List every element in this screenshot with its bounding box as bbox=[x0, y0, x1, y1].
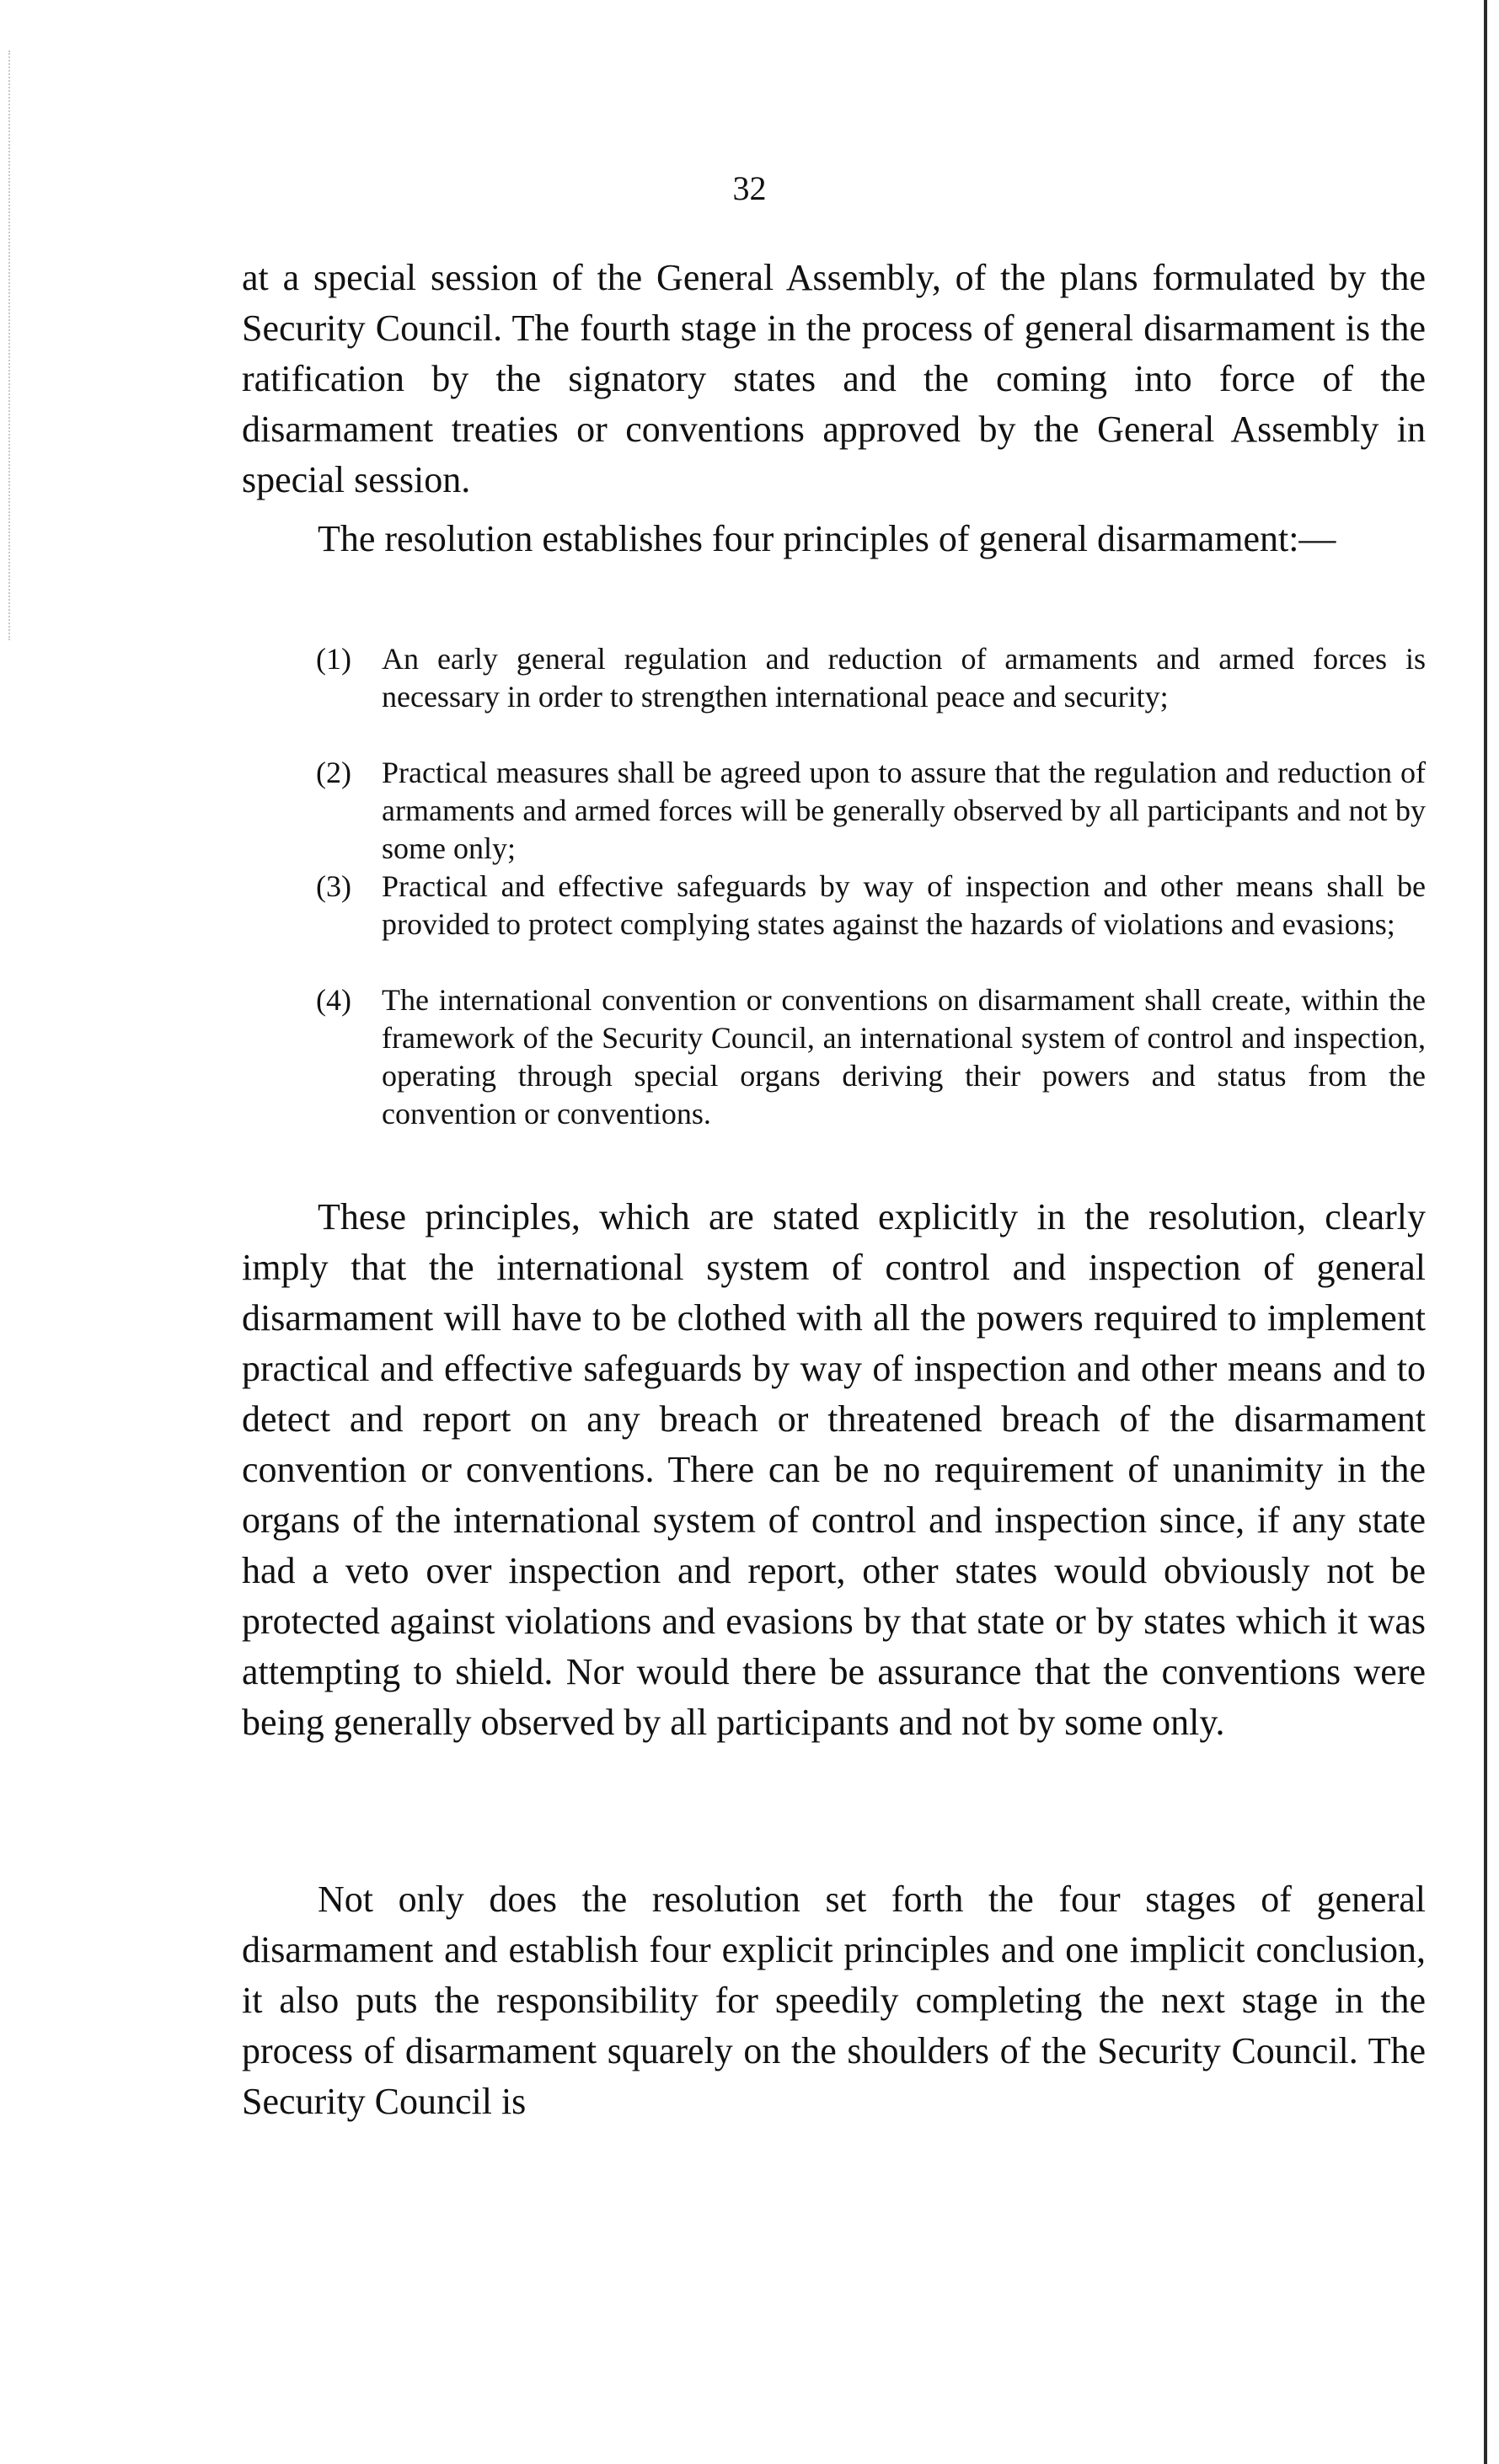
page-edge-specks bbox=[8, 51, 12, 640]
paragraph-4-container bbox=[242, 1874, 1426, 2127]
page-edge-border bbox=[1484, 0, 1487, 2464]
principle-text-2: Practical measures shall be agreed upon to assure that the regulation and reduction of armaments and armed forces will be generally observed by all participants and not by some only; bbox=[382, 756, 1426, 865]
paragraph-1: at a special session of the General Assembly, of the plans formulated by the Security Council. The fourth stage in the process of general disarmament is the ratification by the signatory states and the coming into force of the disarmament treaties or conventions approved by the General Assembly in special session. bbox=[242, 257, 1426, 500]
paragraph-2: The resolution establishes four principles of general disarmament:— bbox=[318, 518, 1336, 559]
principle-text-3: Practical and effective safeguards by way of inspection and other means shall be provided to protect complying states against the hazards of violations and evasions; bbox=[382, 869, 1426, 941]
principle-number-1: (1) bbox=[316, 642, 351, 676]
principle-number-2: (2) bbox=[316, 756, 351, 789]
principle-text-1: An early general regulation and reduction of armaments and armed forces is necessary in order to strengthen international peace and security; bbox=[382, 642, 1426, 714]
page-number: 32 bbox=[732, 169, 767, 207]
paragraph-3-container bbox=[242, 1192, 1426, 1748]
principle-number-3: (3) bbox=[316, 869, 351, 903]
principle-item-3 bbox=[316, 868, 1426, 981]
principle-number-4: (4) bbox=[316, 983, 351, 1017]
paragraph-4: Not only does the resolution set forth the four stages of general disarmament and establish four explicit principles and one implicit conclusion, it also puts the responsibility for speedily completing the next stage in the process of disarmament squarely on the shoulders of the Security Council. The Security Council is bbox=[242, 1879, 1426, 2122]
paragraph-1-container bbox=[242, 253, 1426, 505]
principles-list bbox=[316, 640, 1426, 1133]
principle-item-2 bbox=[316, 754, 1426, 868]
paragraph-3: These principles, which are stated explicitly in the resolution, clearly imply that the international system of control and inspection of general disarmament will have to be clothed with all the powers required to implement practical and effective safeguards by way of inspection and other means and to detect and report on any breach or threatened breach of the disarmament convention or conventions. There can be no requirement of unanimity in the organs of the international system of control and inspection since, if any state had a veto over inspection and report, other states would obviously not be protected against violations and evasions by that state or by states which it was attempting to shield. Nor would there be assurance that the conventions were being generally observed by all participants and not by some only. bbox=[242, 1196, 1426, 1743]
principle-item-1 bbox=[316, 640, 1426, 754]
paragraph-2-container bbox=[242, 514, 1426, 564]
principle-text-4: The international convention or conventions on disarmament shall create, within the framework of the Security Council, an international system of control and inspection, operating through special organs deriving their powers and status from the convention or conventions. bbox=[382, 983, 1426, 1130]
principle-item-4 bbox=[316, 981, 1426, 1133]
